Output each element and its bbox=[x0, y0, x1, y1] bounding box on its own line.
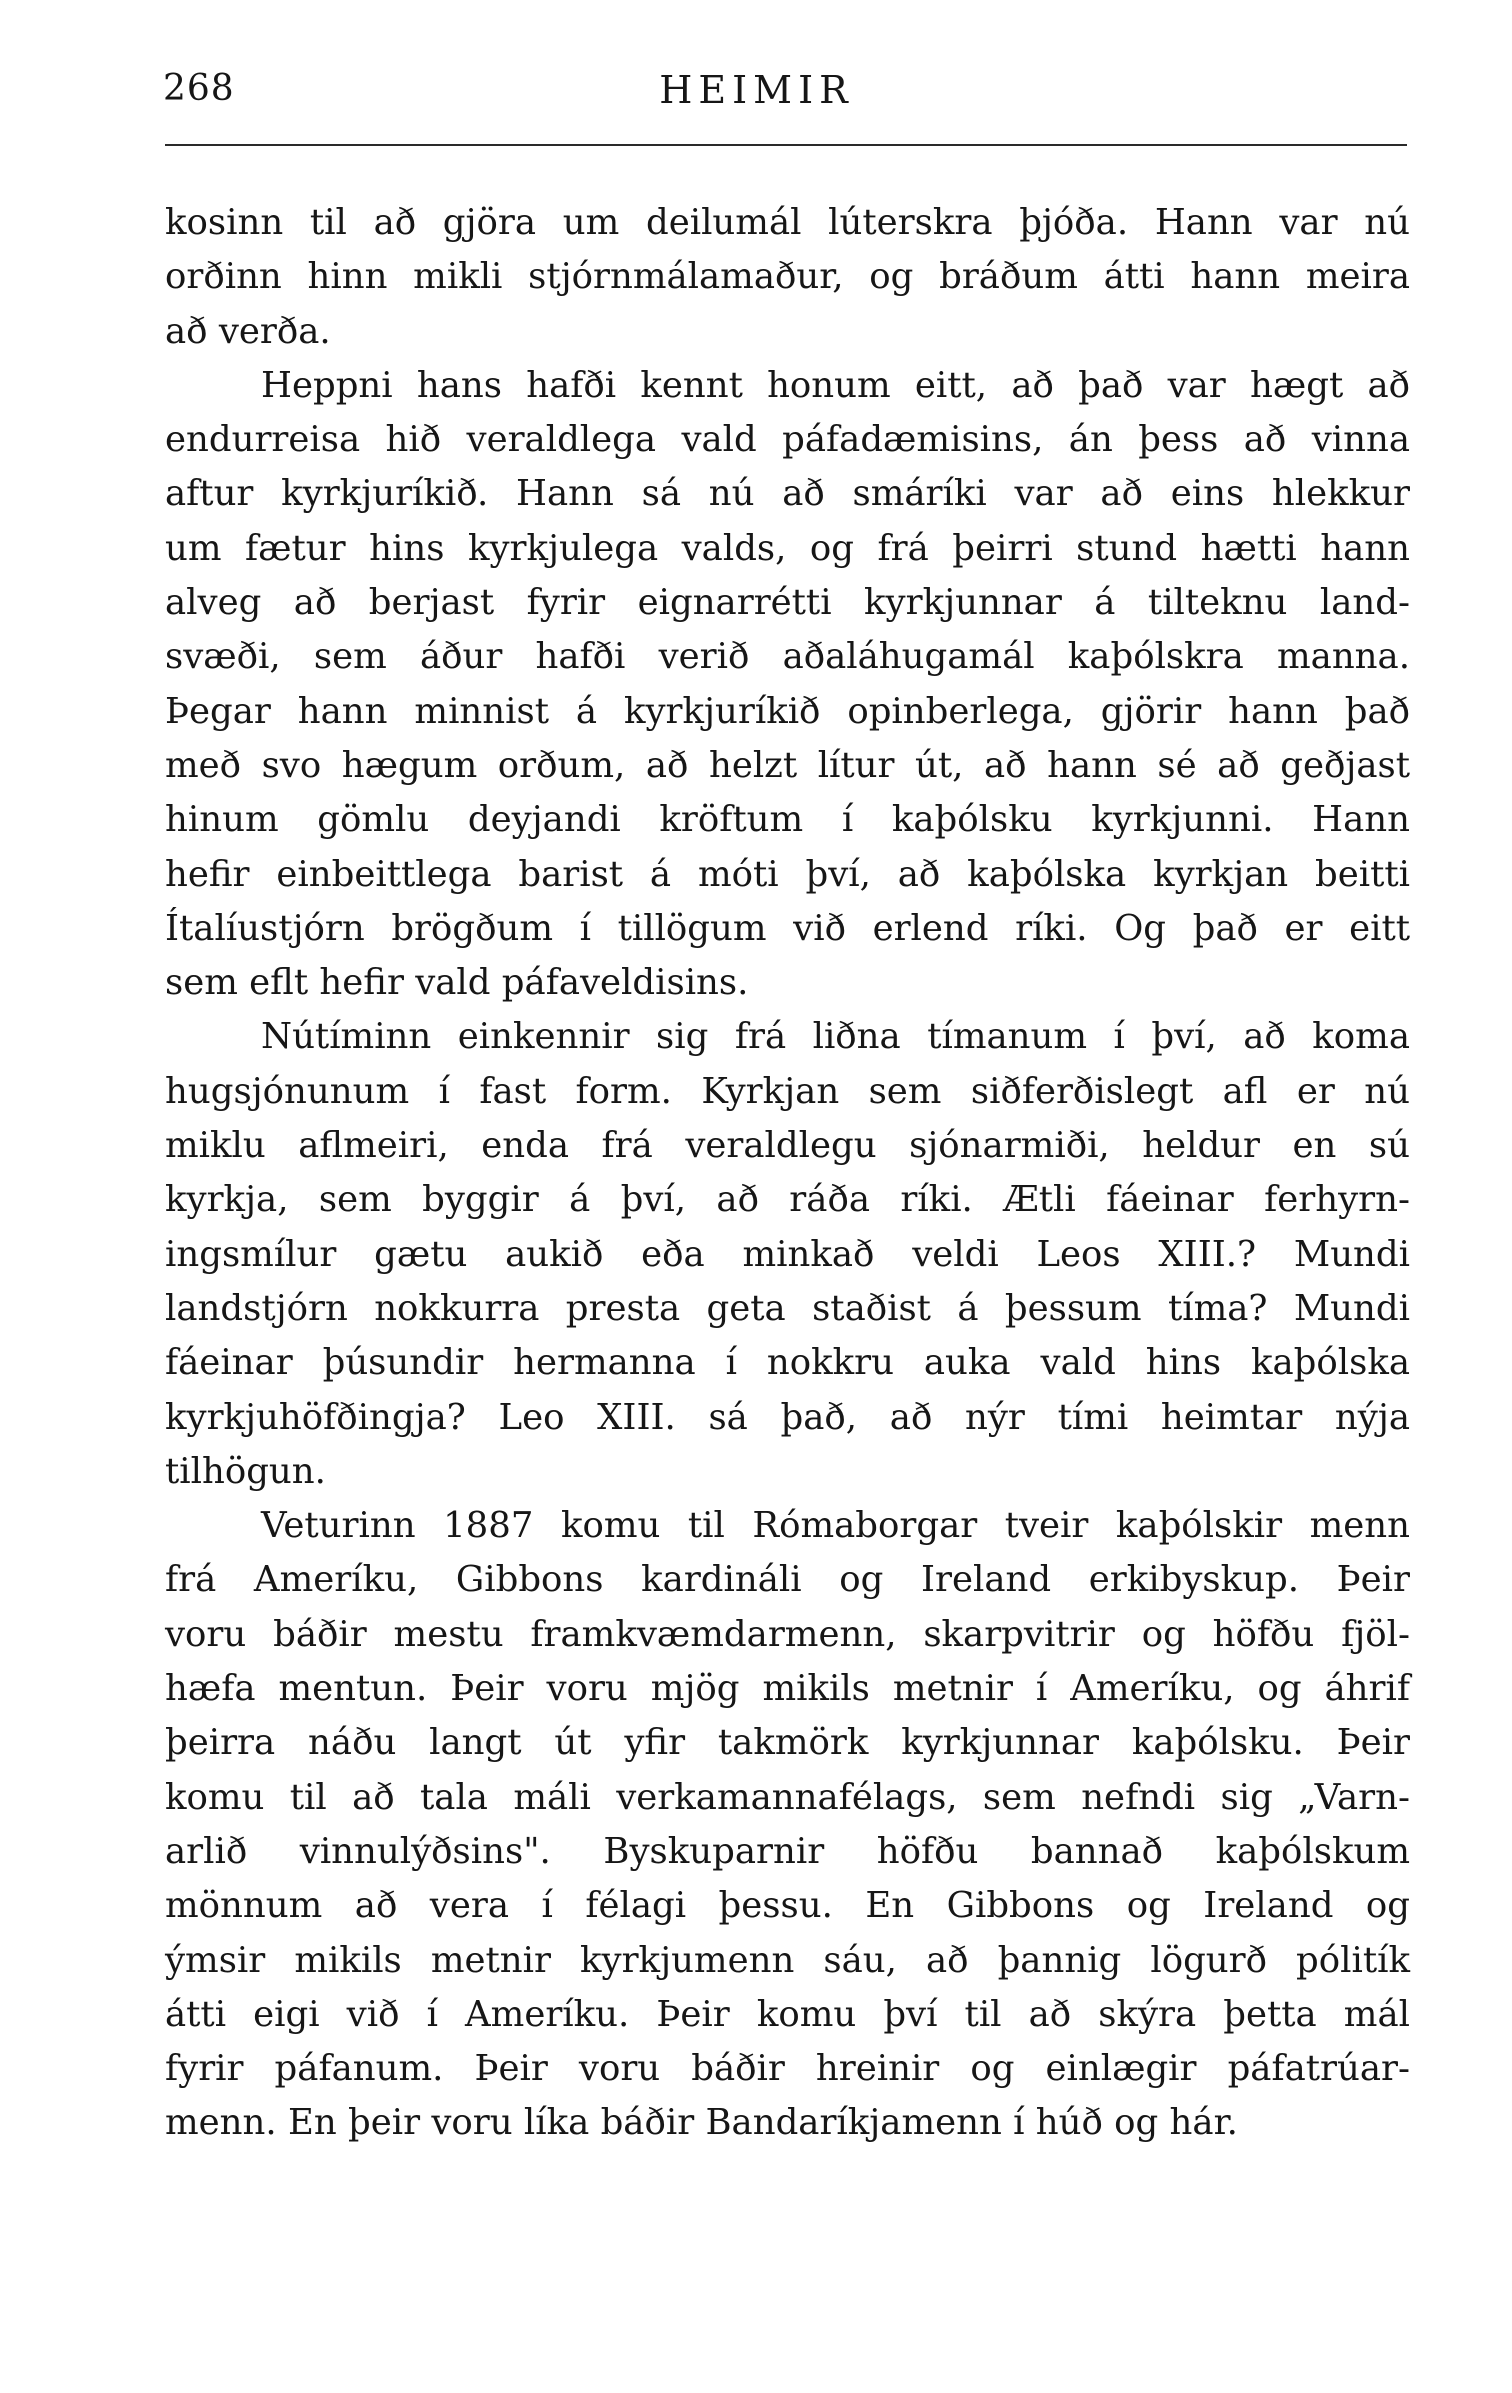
text-line: þeirra náðu langt út yfir takmörk kyrkjunnar kaþólsku. Þeir bbox=[165, 1722, 1410, 1764]
text-line: komu til að tala máli verkamannafélags, sem nefndi sig „Varn- bbox=[165, 1776, 1410, 1818]
text-line: tilhögun. bbox=[165, 1450, 326, 1492]
text-line: kyrkjuhöfðingja? Leo XIII. sá það, að nýr tími heimtar nýja bbox=[165, 1396, 1410, 1438]
text-line: voru báðir mestu framkvæmdarmenn, skarpvitrir og höfðu fjöl- bbox=[165, 1613, 1410, 1655]
text-line: aftur kyrkjuríkið. Hann sá nú að smáríki var að eins hlekkur bbox=[165, 473, 1410, 515]
page-number: 268 bbox=[163, 68, 235, 109]
text-line: kosinn til að gjöra um deilumál lúterskra þjóða. Hann var nú bbox=[165, 202, 1410, 243]
text-line: frá Ameríku, Gibbons kardináli og Ireland erkibyskup. Þeir bbox=[165, 1559, 1410, 1601]
paragraph bbox=[165, 1010, 1410, 1499]
text-line: menn. En þeir voru líka báðir Bandaríkjamenn í húð og hár. bbox=[165, 2102, 1238, 2144]
text-line: með svo hægum orðum, að helzt lítur út, að hann sé að geðjast bbox=[165, 744, 1410, 786]
text-line: svæði, sem áður hafði verið aðaláhugamál kaþólskra manna. bbox=[165, 636, 1410, 678]
text-line: miklu aflmeiri, enda frá veraldlegu sjónarmiði, heldur en sú bbox=[165, 1125, 1410, 1167]
text-line: um fætur hins kyrkjulega valds, og frá þeirri stund hætti hann bbox=[165, 527, 1410, 569]
text-line: fyrir páfanum. Þeir voru báðir hreinir og einlægir páfatrúar- bbox=[165, 2048, 1410, 2090]
text-line: hinum gömlu deyjandi kröftum í kaþólsku kyrkjunni. Hann bbox=[165, 799, 1410, 841]
header-rule bbox=[165, 144, 1407, 146]
paragraph bbox=[165, 1499, 1410, 2151]
paragraph bbox=[165, 196, 1410, 359]
text-line: átti eigi við í Ameríku. Þeir komu því til að skýra þetta mál bbox=[165, 1993, 1410, 2035]
text-line: hæfa mentun. Þeir voru mjög mikils metnir í Ameríku, og áhrif bbox=[165, 1668, 1410, 1710]
text-line: hefir einbeittlega barist á móti því, að kaþólska kyrkjan beitti bbox=[165, 853, 1410, 895]
text-line: ingsmílur gætu aukið eða minkað veldi Leos XIII.? Mundi bbox=[165, 1233, 1410, 1275]
running-header bbox=[163, 68, 1410, 128]
text-line: fáeinar þúsundir hermanna í nokkru auka vald hins kaþólska bbox=[165, 1342, 1410, 1384]
text-line: Veturinn 1887 komu til Rómaborgar tveir kaþólskir menn bbox=[261, 1505, 1410, 1547]
text-line: arlið vinnulýðsins". Byskuparnir höfðu bannað kaþólskum bbox=[165, 1830, 1410, 1872]
text-line: ýmsir mikils metnir kyrkjumenn sáu, að þannig lögurð pólitík bbox=[165, 1939, 1410, 1981]
text-line: hugsjónunum í fast form. Kyrkjan sem siðferðislegt afl er nú bbox=[165, 1070, 1410, 1112]
text-line: sem eflt hefir vald páfaveldisins. bbox=[165, 962, 749, 1004]
text-line: Þegar hann minnist á kyrkjuríkið opinberlega, gjörir hann það bbox=[165, 690, 1410, 732]
text-line: orðinn hinn mikli stjórnmálamaður, og bráðum átti hann meira bbox=[165, 256, 1410, 298]
text-line: landstjórn nokkurra presta geta staðist á þessum tíma? Mundi bbox=[165, 1287, 1410, 1329]
text-line: mönnum að vera í félagi þessu. En Gibbons og Ireland og bbox=[165, 1885, 1410, 1927]
text-line: kyrkja, sem byggir á því, að ráða ríki. Ætli fáeinar ferhyrn- bbox=[165, 1179, 1410, 1221]
text-line: endurreisa hið veraldlega vald páfadæmisins, án þess að vinna bbox=[165, 419, 1410, 461]
paragraph bbox=[165, 359, 1410, 1011]
text-line: Heppni hans hafði kennt honum eitt, að það var hægt að bbox=[261, 364, 1410, 406]
text-line: Ítalíustjórn brögðum í tillögum við erlend ríki. Og það er eitt bbox=[165, 907, 1410, 949]
text-line: að verða. bbox=[165, 310, 331, 352]
running-title: HEIMIR bbox=[659, 68, 854, 112]
text-line: alveg að berjast fyrir eignarrétti kyrkjunnar á tilteknu land- bbox=[165, 582, 1410, 624]
body-text bbox=[165, 196, 1410, 2151]
text-line: Nútíminn einkennir sig frá liðna tímanum í því, að koma bbox=[261, 1016, 1410, 1058]
